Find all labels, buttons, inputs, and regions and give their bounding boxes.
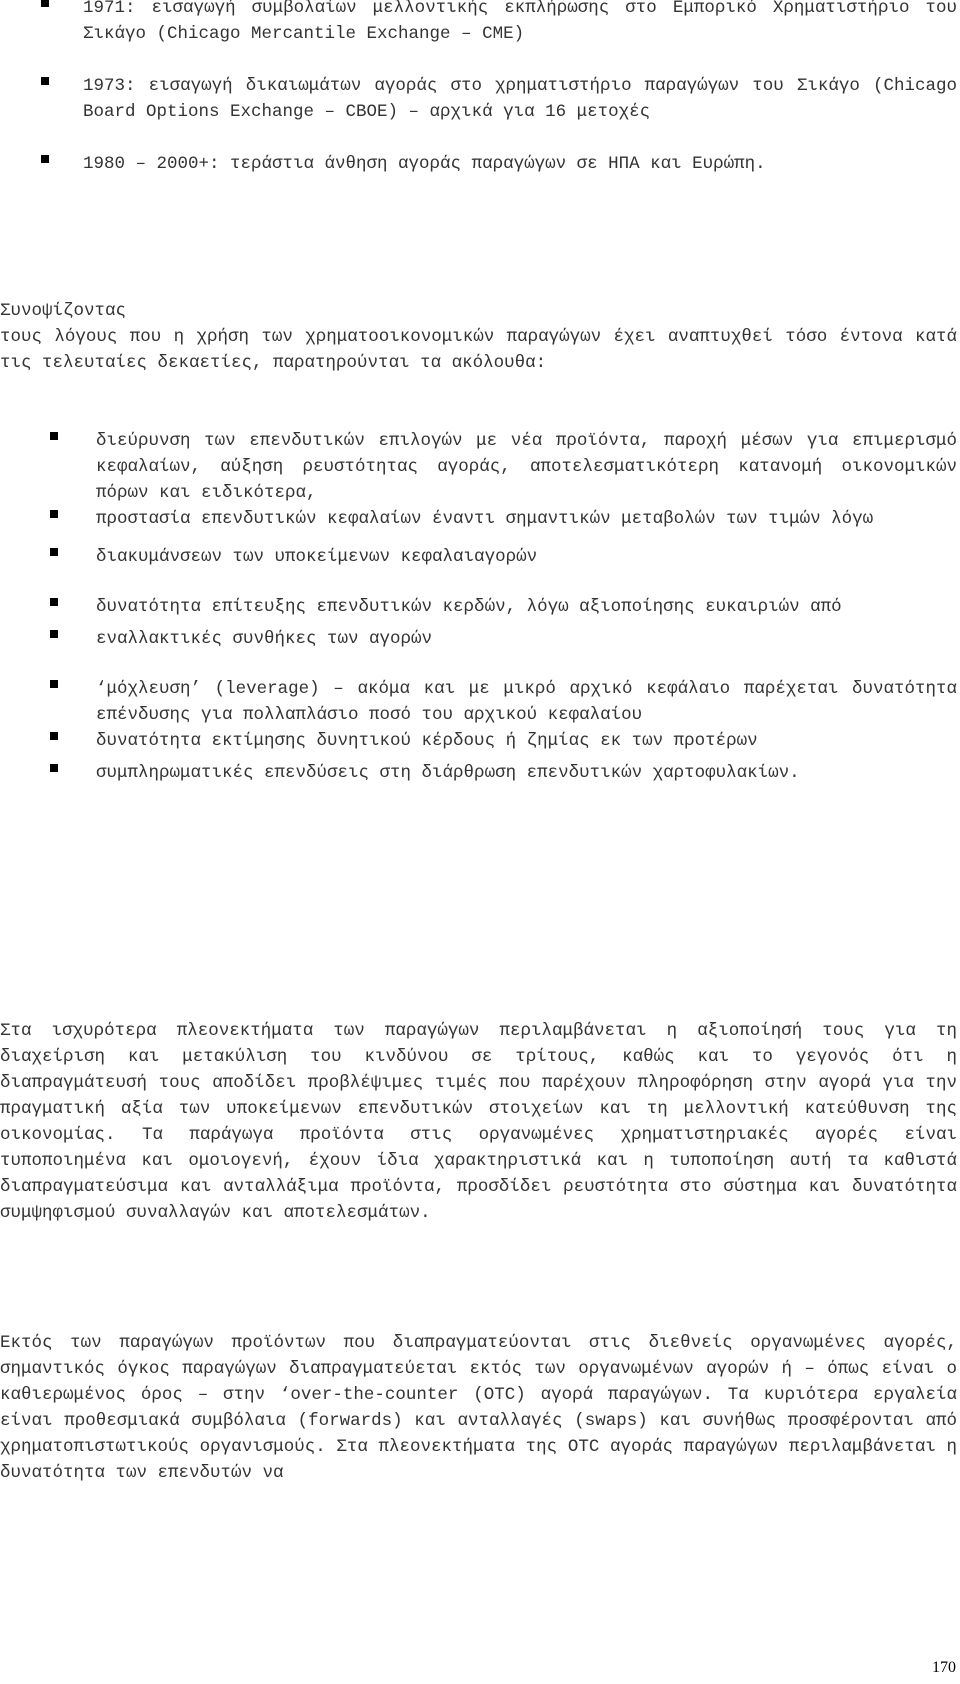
list-item: 1971: εισαγωγή συμβολαίων μελλοντικής εκπλήρωσης στο Εμπορικό Χρηματιστήριο του Σικάγο (Chicago Mercantile Exchange – CME) — [0, 0, 957, 47]
bullet-icon — [50, 732, 58, 740]
bullet-icon — [50, 630, 58, 638]
list-item: ‘μόχλευση’ (leverage) – ακόμα και με μικρό αρχικό κεφάλαιο παρέχεται δυνατότητα επένδυσης για πολλαπλάσιο ποσό του αρχικού κεφαλαίου — [0, 676, 957, 728]
list-item: 1973: εισαγωγή δικαιωμάτων αγοράς στο χρηματιστήριο παραγώγων του Σικάγο (Chicago Board Options Exchange – CBOE) – αρχικά για 16 μετοχές — [0, 73, 957, 125]
bullet-icon — [50, 432, 58, 440]
summary-intro: τους λόγους που η χρήση των χρηματοοικονομικών παραγώγων έχει αναπτυχθεί τόσο έντονα κατά τις τελευταίες δεκαετίες, παρατηρούνται τα ακόλουθα: — [0, 327, 957, 373]
bullet-icon — [41, 0, 49, 7]
bullet-icon — [41, 77, 49, 85]
list-item: δυνατότητα επίτευξης επενδυτικών κερδών, λόγω αξιοποίησης ευκαιριών από — [0, 594, 957, 620]
history-list — [0, 0, 957, 177]
paragraph-advantages: Στα ισχυρότερα πλεονεκτήματα των παραγώγων περιλαμβάνεται η αξιοποίησή τους για τη διαχείριση και μετακύλιση του κινδύνου σε τρίτους, καθώς και το γεγονός ότι η διαπραγμάτευσή τους αποδίδει προβλέψιμες τιμές που παρέχουν πληροφόρηση στην αγορά για την πραγματική αξία των υποκείμενων επενδυτικών στοιχείων και τη μελλοντική κατεύθυνση της οικονομίας. Τα παράγωγα προϊόντα στις οργανωμένες χρηματιστηριακές αγορές είναι τυποποιημένα και ομοιογενή, έχουν ίδια χαρακτηριστικά και η τυποποίηση αυτή τα καθιστά διαπραγματεύσιμα και ανταλλάξιμα προϊόντα, προσδίδει ρευστότητα στο σύστημα και δυνατότητα συμψηφισμού συναλλαγών και αποτελεσμάτων. — [0, 1021, 957, 1223]
bullet-icon — [50, 598, 58, 606]
bullet-icon — [50, 764, 58, 772]
list-item: εναλλακτικές συνθήκες των αγορών — [0, 626, 957, 652]
list-item: συμπληρωματικές επενδύσεις στη διάρθρωση επενδυτικών χαρτοφυλακίων. — [0, 760, 957, 786]
list-item: διεύρυνση των επενδυτικών επιλογών με νέα προϊόντα, παροχή μέσων για επιμερισμό κεφαλαίων, αύξηση ρευστότητας αγοράς, αποτελεσματικότερη κατανομή οικονομικών πόρων και ειδικότερα, — [0, 428, 957, 506]
bullet-icon — [50, 680, 58, 688]
summary-heading: Συνοψίζοντας — [0, 301, 127, 321]
paragraph-otc: Εκτός των παραγώγων προϊόντων που διαπραγματεύονται στις διεθνείς οργανωμένες αγορές, σημαντικός όγκος παραγώγων διαπραγματεύεται εκτός των οργανωμένων αγορών ή – όπως είναι ο καθιερωμένος όρος – στην ‘over-the-counter (OTC) αγορά παραγώγων. Τα κυριότερα εργαλεία είναι προθεσμιακά συμβόλαια (forwards) και ανταλλαγές (swaps) και συνήθως προσφέρονται από χρηματοπιστωτικούς οργανισμούς. Στα πλεονεκτήματα της OTC αγοράς παραγώγων περιλαμβάνεται η δυνατότητα των επενδυτών να — [0, 1333, 957, 1483]
page-number: 170 — [932, 1659, 956, 1676]
bullet-icon — [50, 548, 58, 556]
reasons-list — [0, 428, 957, 786]
list-item: 1980 – 2000+: τεράστια άνθηση αγοράς παραγώγων σε ΗΠΑ και Ευρώπη. — [0, 151, 957, 177]
list-item: προστασία επενδυτικών κεφαλαίων έναντι σημαντικών μεταβολών των τιμών λόγω — [0, 506, 957, 532]
bullet-icon — [41, 155, 49, 163]
bullet-icon — [50, 510, 58, 518]
list-item: δυνατότητα εκτίμησης δυνητικού κέρδους ή ζημίας εκ των προτέρων — [0, 728, 957, 754]
list-item: διακυμάνσεων των υποκείμενων κεφαλαιαγορών — [0, 544, 957, 570]
